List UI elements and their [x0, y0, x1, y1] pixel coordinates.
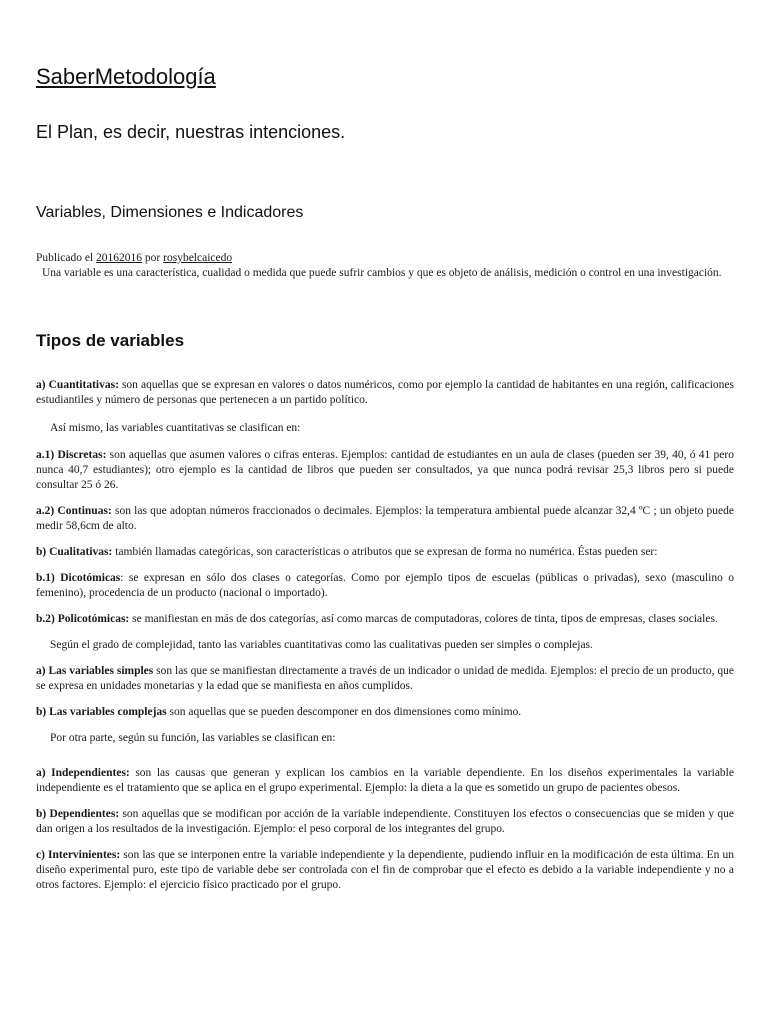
paragraph — [36, 448, 734, 493]
by-label: por — [142, 252, 164, 264]
paragraph-text: son las que se interponen entre la variable independiente y la dependiente, pudiendo influir en la modificación de esta última. En un diseño experimental puro, este tipo de variable debe ser controlada con el fin de comprobar que el efecto es debido a la variable independiente y no a otros factores. Ejemplo: el ejercicio físico practicado por el grupo. — [36, 849, 734, 891]
paragraph-text: son aquellas que se modifican por acción de la variable independiente. Constituyen los efectos o consecuencias que se miden y que dan origen a los resultados de la investigación. Ejemplo: el peso corporal de los integrantes del grupo. — [36, 808, 734, 835]
paragraph-text: Por otra parte, según su función, las variables se clasifican en: — [50, 732, 336, 744]
paragraph-lead: a) Las variables simples — [36, 665, 154, 677]
paragraph-lead: b.1) Dicotómicas — [36, 572, 121, 584]
paragraph — [36, 638, 734, 653]
paragraph — [36, 705, 734, 720]
paragraph-lead: b) Las variables complejas — [36, 706, 167, 718]
section-heading: Tipos de variables — [36, 331, 185, 350]
post-body — [36, 378, 734, 893]
paragraph — [36, 731, 734, 746]
paragraph — [36, 545, 734, 560]
paragraph — [36, 766, 734, 796]
paragraph-text: son aquellas que asumen valores o cifras enteras. Ejemplos: cantidad de estudiantes en un aula de clases (pueden ser 39, 40, ó 41 pero nunca 40,7 estudiantes); otro ejemplo es la cantidad de libros que pueden ser consultados, ya que nunca podrá revisar 25,3 libros pero si puede consultar 25 ó 26. — [36, 449, 734, 491]
paragraph-lead: c) Intervinientes: — [36, 849, 121, 861]
paragraph-lead: a) Cuantitativas: — [36, 379, 119, 391]
paragraph-lead: a.2) Continuas: — [36, 505, 112, 517]
paragraph — [36, 378, 734, 408]
site-description: El Plan, es decir, nuestras intenciones. — [36, 122, 346, 142]
paragraph-text: se manifiestan en más de dos categorías, así como marcas de computadoras, colores de tinta, tipos de empresas, clases sociales. — [129, 613, 718, 625]
site-title-link[interactable]: SaberMetodología — [36, 64, 216, 89]
paragraph — [36, 571, 734, 601]
paragraph-text: también llamadas categóricas, son características o atributos que se expresan de forma no numérica. Éstas pueden ser: — [112, 546, 658, 558]
paragraph-lead: b) Cualitativas: — [36, 546, 113, 558]
paragraph — [36, 848, 734, 893]
paragraph-text: Según el grado de complejidad, tanto las variables cuantitativas como las cualitativas pueden ser simples o complejas. — [50, 639, 593, 651]
paragraph-lead: a.1) Discretas: — [36, 449, 107, 461]
author-link[interactable]: rosybelcaicedo — [163, 252, 233, 264]
paragraph-text: son las que se manifiestan directamente a través de un indicador o unidad de medida. Ejemplos: el precio de un producto, que se expresa en unidades monetarias y la edad que se manifiesta en años cumplidos. — [36, 665, 734, 692]
paragraph-lead: b) Dependientes: — [36, 808, 120, 820]
paragraph-text: son aquellas que se expresan en valores o datos numéricos, como por ejemplo la cantidad de habitantes en una región, calificaciones estudiantiles y número de personas que pertenecen a un partido político. — [36, 379, 734, 406]
post-date-link[interactable]: 20162016 — [96, 252, 143, 264]
paragraph-lead: b.2) Policotómicas: — [36, 613, 130, 625]
paragraph-text: son aquellas que se pueden descomponer en dos dimensiones como mínimo. — [166, 706, 522, 718]
post-title: Variables, Dimensiones e Indicadores — [36, 204, 304, 221]
paragraph — [36, 664, 734, 694]
paragraph-lead: a) Independientes: — [36, 767, 130, 779]
published-label: Publicado el — [36, 252, 97, 264]
paragraph-text: Así mismo, las variables cuantitativas se clasifican en: — [50, 422, 301, 434]
paragraph-text: son las que adoptan números fraccionados o decimales. Ejemplos: la temperatura ambiental puede alcanzar 32,4 ºC ; un objeto puede medir 58,6cm de alto. — [36, 505, 734, 532]
paragraph — [36, 612, 734, 627]
paragraph — [36, 807, 734, 837]
paragraph — [36, 504, 734, 534]
paragraph — [36, 421, 734, 436]
paragraph-text: : se expresan en sólo dos clases o categorías. Como por ejemplo tipos de escuelas (públicas o privadas), sexo (masculino o femenino), procedencia de un producto (nacional o importado). — [36, 572, 735, 599]
paragraph-text: son las causas que generan y explican los cambios en la variable dependiente. En los diseños experimentales la variable independiente es el tratamiento que se aplica en el grupo experimental. Ejemplo: la dieta a la que es sometido un grupo de pacientes obesos. — [36, 767, 734, 794]
post-meta — [36, 251, 734, 281]
post-intro: Una variable es una característica, cualidad o medida que puede sufrir cambios y que es objeto de análisis, medición o control en una investigación. — [42, 267, 722, 279]
